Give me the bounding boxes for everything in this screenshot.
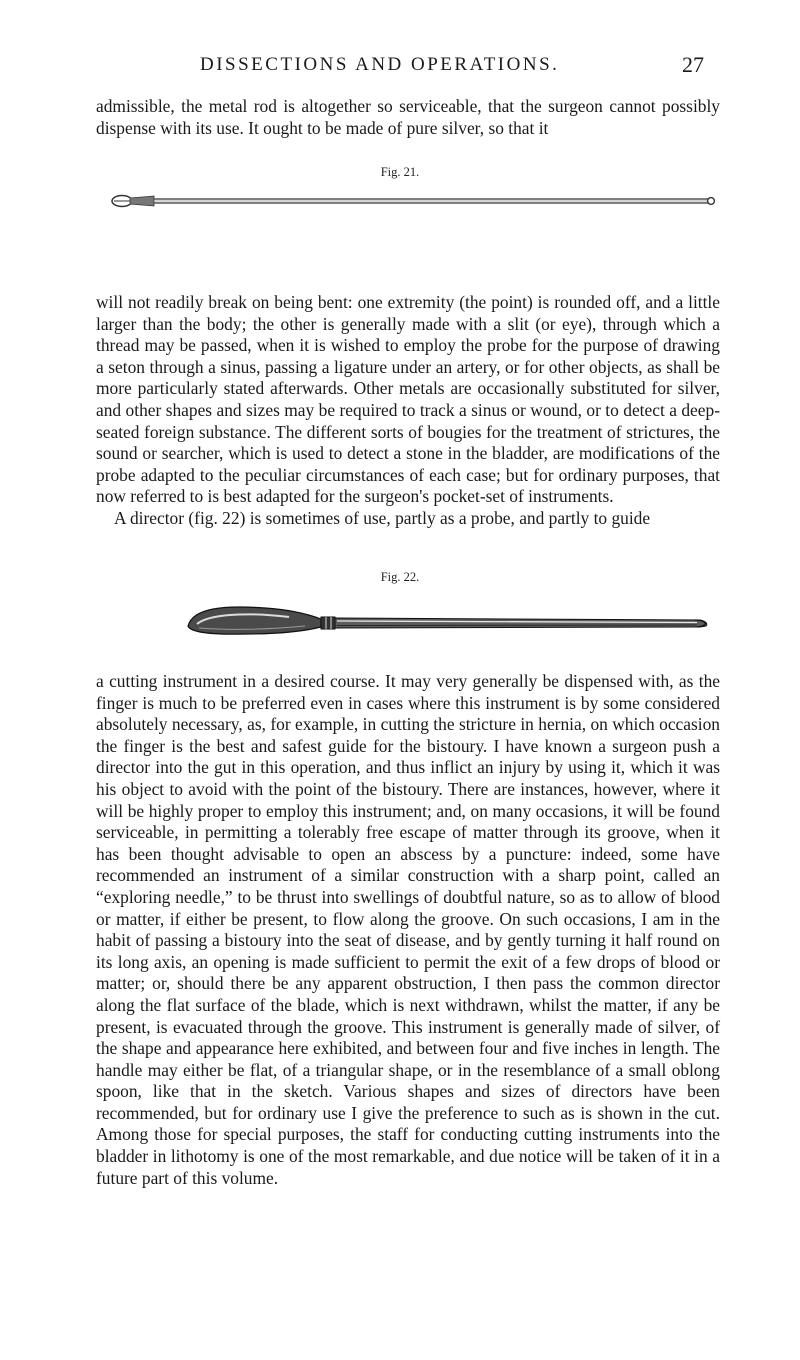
probe-icon [110,188,718,216]
page-number: 27 [682,52,704,77]
paragraph-3-start: A director (fig. 22) is sometimes of use, partly as a probe, and partly to guide [114,507,651,528]
figure-22-caption: Fig. 22. [380,570,420,584]
running-head [96,54,704,84]
text-block-bottom [96,671,720,1189]
paragraph-2: will not readily break on being bent: one extremity (the point) is rounded off, and a little larger than the body; the other is generally made with a slit (or eye), through which a thread may be passed, when it is wished to employ the probe for the purpose of drawing a seton through a sinus, passing a ligature under an artery, or for other objects, as shall be more particularly stated afterwards. Other metals are occasionally substituted for silver, and other shapes and sizes may be required to track a sinus or wound, or to detect a deep-seated foreign substance. The different sorts of bougies for the treatment of strictures, the sound or searcher, which is used to detect a stone in the bladder, are modifications of the probe adapted to the peculiar circumstances of each case; but for ordinary purposes, that now referred to is best adapted for the surgeon's pocket-set of instruments. [96,292,720,507]
text-block-middle [96,292,720,530]
paragraph-1: admissible, the metal rod is altogether so serviceable, that the surgeon cannot possibly dispense with its use. It ought to be made of pure silver, so that it [96,96,720,138]
figure-21-caption: Fig. 21. [380,165,420,179]
paragraph-3-continued: a cutting instrument in a desired course. It may very generally be dispensed with, as the finger is much to be preferred even in cases where this instrument is by some considered absolutely necessary, as, for example, in cutting the stricture in hernia, on which occasion the finger is the best and safest guide for the bistoury. I have known a surgeon push a director into the gut in this operation, and thus inflict an injury by using it, which it was his object to avoid with the point of the bistoury. There are instances, however, where it will be highly proper to employ this instrument; and, on many occasions, it will be found serviceable, in permitting a tolerably free escape of matter through its groove, when it has been thought advisable to open an abscess by a puncture: indeed, some have recommended an instrument of a similar construction with a sharp point, called an “exploring needle,” to be thrust into swellings of doubtful nature, so as to allow of blood or matter, if either be present, to flow along the groove. On such occasions, I am in the habit of passing a bistoury into the seat of disease, and by gently turning it half round on its long axis, an opening is made sufficient to permit the exit of a few drops of blood or matter; or, should there be any apparent obstruction, I then pass the common director along the flat surface of the blade, which is next withdrawn, whilst the matter, if any be present, is evacuated through the groove. This instrument is generally made of silver, of the shape and appearance here exhibited, and between four and five inches in length. The handle may either be flat, of a triangular shape, or in the resemblance of a small oblong spoon, like that in the sketch. Various shapes and sizes of directors have been recommended, but for ordinary use I give the preference to such as is shown in the cut. Among those for special purposes, the staff for conducting cutting instruments into the bladder in lithotomy is one of the most remarkable, and due notice will be taken of it in a future part of this volume. [96,671,720,1188]
director-icon [185,590,710,650]
text-block-top [96,96,720,139]
running-title: DISSECTIONS AND OPERATIONS. [200,54,560,75]
